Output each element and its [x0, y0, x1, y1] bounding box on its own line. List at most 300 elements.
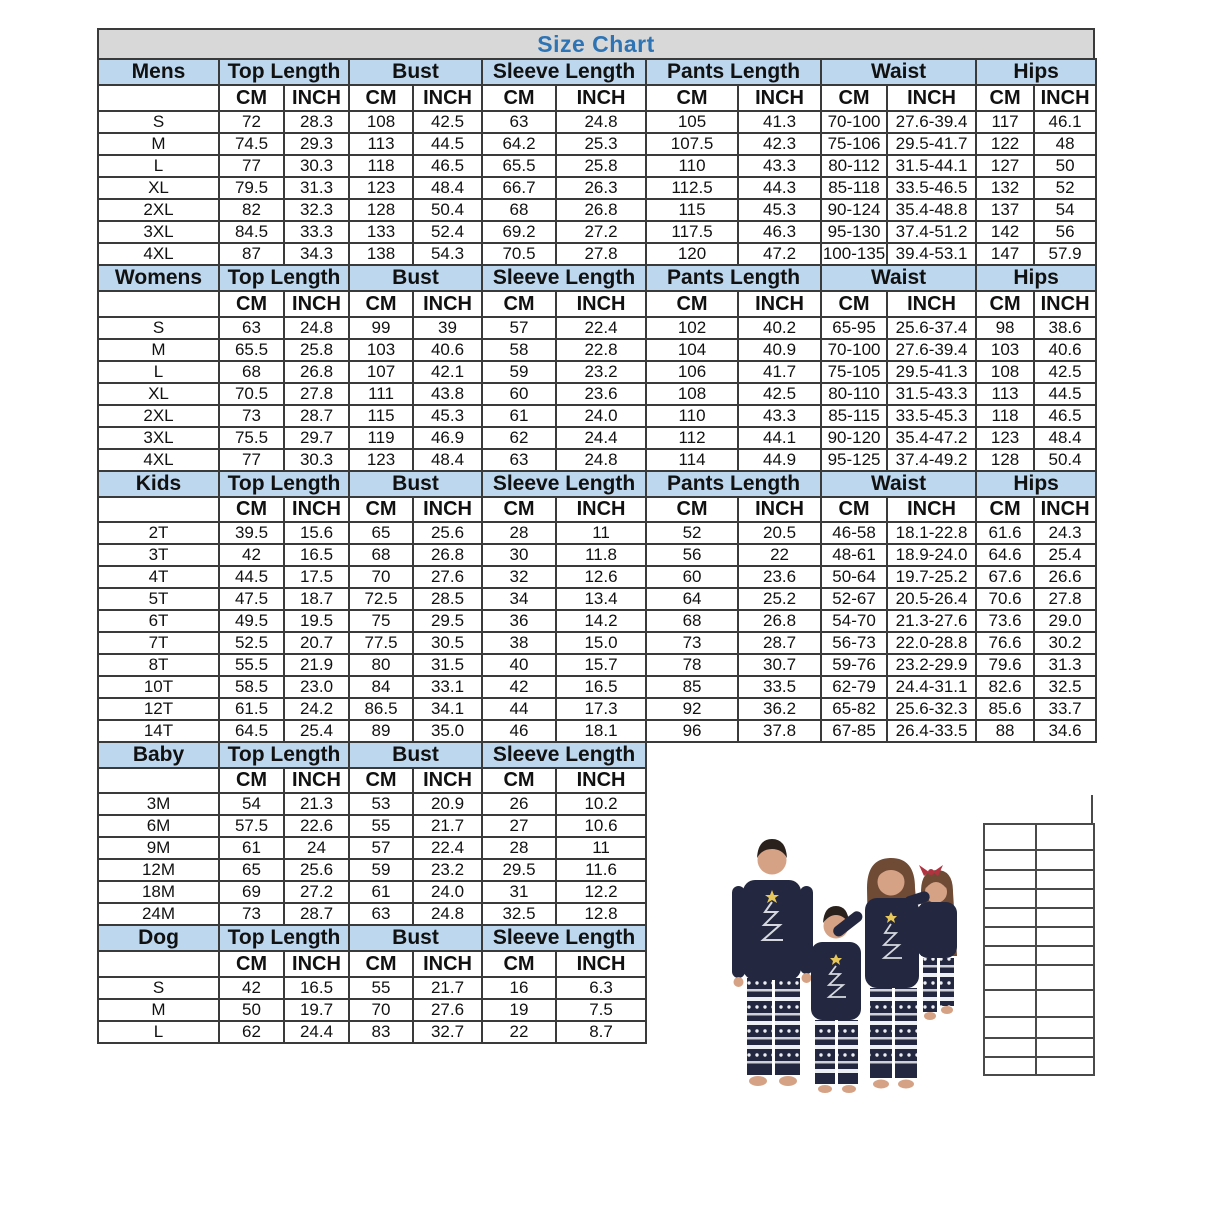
size-label-cell: 3T	[98, 544, 219, 566]
value-cell: 103	[976, 339, 1034, 361]
value-cell: 29.0	[1034, 610, 1096, 632]
size-label-cell: L	[98, 361, 219, 383]
unit-header-cell: INCH	[413, 497, 482, 522]
unit-header-cell: INCH	[556, 768, 646, 793]
dad-figure	[732, 839, 813, 1086]
value-cell: 112.5	[646, 177, 738, 199]
value-cell: 11	[556, 522, 646, 544]
size-label-cell: XL	[98, 177, 219, 199]
measure-header-cell: Pants Length	[646, 265, 821, 291]
unit-header-cell: INCH	[556, 291, 646, 317]
unit-header-cell: CM	[646, 291, 738, 317]
size-row	[98, 544, 1096, 566]
value-cell: 30.5	[413, 632, 482, 654]
value-cell: 80-112	[821, 155, 887, 177]
value-cell: 35.4-47.2	[887, 427, 976, 449]
value-cell: 123	[349, 449, 413, 471]
empty-cell	[1036, 1038, 1094, 1057]
value-cell: 52.5	[219, 632, 284, 654]
unit-spacer-cell	[98, 291, 219, 317]
value-cell: 44.5	[219, 566, 284, 588]
value-cell: 22.4	[413, 837, 482, 859]
value-cell: 52-67	[821, 588, 887, 610]
unit-header-cell: INCH	[1034, 291, 1096, 317]
value-cell: 40.9	[738, 339, 821, 361]
value-cell: 24.0	[413, 881, 482, 903]
value-cell: 68	[349, 544, 413, 566]
value-cell: 65-82	[821, 698, 887, 720]
value-cell: 42.5	[413, 111, 482, 133]
unit-spacer-cell	[98, 497, 219, 522]
size-label-cell: 7T	[98, 632, 219, 654]
value-cell: 28.7	[284, 903, 349, 925]
value-cell: 29.7	[284, 427, 349, 449]
value-cell: 25.3	[556, 133, 646, 155]
size-label-cell: 14T	[98, 720, 219, 742]
value-cell: 107.5	[646, 133, 738, 155]
value-cell: 59-76	[821, 654, 887, 676]
value-cell: 25.6-37.4	[887, 317, 976, 339]
value-cell: 36.2	[738, 698, 821, 720]
value-cell: 25.6	[413, 522, 482, 544]
empty-cell	[984, 1038, 1036, 1057]
value-cell: 43.3	[738, 155, 821, 177]
value-cell: 114	[646, 449, 738, 471]
value-cell: 63	[482, 449, 556, 471]
value-cell: 21.7	[413, 977, 482, 999]
unit-header-cell: CM	[821, 85, 887, 111]
size-row	[98, 837, 646, 859]
value-cell: 112	[646, 427, 738, 449]
size-label-cell: 6T	[98, 610, 219, 632]
value-cell: 122	[976, 133, 1034, 155]
value-cell: 147	[976, 243, 1034, 265]
value-cell: 48.4	[1034, 427, 1096, 449]
size-row	[98, 111, 1096, 133]
measure-header-cell: Pants Length	[646, 471, 821, 497]
value-cell: 77	[219, 449, 284, 471]
size-row	[98, 317, 1096, 339]
measure-header-cell: Pants Length	[646, 59, 821, 85]
value-cell: 27.8	[1034, 588, 1096, 610]
value-cell: 28	[482, 837, 556, 859]
unit-header-cell: INCH	[284, 497, 349, 522]
value-cell: 44.5	[413, 133, 482, 155]
value-cell: 48.4	[413, 449, 482, 471]
value-cell: 27.6-39.4	[887, 111, 976, 133]
unit-spacer-cell	[98, 85, 219, 111]
value-cell: 20.5	[738, 522, 821, 544]
unit-header-cell: INCH	[413, 291, 482, 317]
value-cell: 108	[349, 111, 413, 133]
unit-header-cell: CM	[349, 768, 413, 793]
value-cell: 19.5	[284, 610, 349, 632]
value-cell: 43.8	[413, 383, 482, 405]
value-cell: 137	[976, 199, 1034, 221]
value-cell: 85-118	[821, 177, 887, 199]
size-label-cell: XL	[98, 383, 219, 405]
value-cell: 50	[219, 999, 284, 1021]
size-label-cell: M	[98, 339, 219, 361]
value-cell: 66.7	[482, 177, 556, 199]
value-cell: 12.2	[556, 881, 646, 903]
value-cell: 19	[482, 999, 556, 1021]
baby-size-table	[97, 741, 647, 926]
measure-header-cell: Top Length	[219, 265, 349, 291]
unit-header-cell: CM	[976, 291, 1034, 317]
value-cell: 24.4-31.1	[887, 676, 976, 698]
value-cell: 15.6	[284, 522, 349, 544]
measure-header-cell: Hips	[976, 471, 1096, 497]
value-cell: 69	[219, 881, 284, 903]
value-cell: 20.9	[413, 793, 482, 815]
unit-header-cell: CM	[976, 497, 1034, 522]
value-cell: 18.1	[556, 720, 646, 742]
value-cell: 90-120	[821, 427, 887, 449]
value-cell: 38	[482, 632, 556, 654]
value-cell: 75	[349, 610, 413, 632]
size-row	[98, 361, 1096, 383]
value-cell: 63	[219, 317, 284, 339]
empty-cell	[1036, 965, 1094, 990]
value-cell: 24.8	[556, 449, 646, 471]
value-cell: 96	[646, 720, 738, 742]
value-cell: 44	[482, 698, 556, 720]
value-cell: 27.2	[284, 881, 349, 903]
size-label-cell: 9M	[98, 837, 219, 859]
value-cell: 25.2	[738, 588, 821, 610]
empty-cell	[1036, 850, 1094, 870]
value-cell: 19.7	[284, 999, 349, 1021]
value-cell: 29.5-41.3	[887, 361, 976, 383]
value-cell: 24.4	[556, 427, 646, 449]
measure-header-cell: Waist	[821, 59, 976, 85]
value-cell: 24.4	[284, 1021, 349, 1043]
value-cell: 70.5	[482, 243, 556, 265]
value-cell: 34.6	[1034, 720, 1096, 742]
value-cell: 34.3	[284, 243, 349, 265]
value-cell: 32	[482, 566, 556, 588]
unit-header-cell: CM	[976, 85, 1034, 111]
value-cell: 16.5	[284, 977, 349, 999]
measure-header-cell: Bust	[349, 59, 482, 85]
value-cell: 111	[349, 383, 413, 405]
value-cell: 12.6	[556, 566, 646, 588]
value-cell: 106	[646, 361, 738, 383]
size-row	[98, 405, 1096, 427]
value-cell: 61.6	[976, 522, 1034, 544]
measure-header-cell: Sleeve Length	[482, 265, 646, 291]
value-cell: 113	[976, 383, 1034, 405]
value-cell: 42.3	[738, 133, 821, 155]
size-row	[98, 522, 1096, 544]
value-cell: 39.4-53.1	[887, 243, 976, 265]
measure-header-cell: Sleeve Length	[482, 925, 646, 951]
value-cell: 62-79	[821, 676, 887, 698]
value-cell: 21.3-27.6	[887, 610, 976, 632]
value-cell: 40.6	[1034, 339, 1096, 361]
measure-header-cell: Sleeve Length	[482, 742, 646, 768]
value-cell: 117	[976, 111, 1034, 133]
size-label-cell: 10T	[98, 676, 219, 698]
value-cell: 18.1-22.8	[887, 522, 976, 544]
value-cell: 33.5	[738, 676, 821, 698]
size-row	[98, 133, 1096, 155]
value-cell: 69.2	[482, 221, 556, 243]
value-cell: 56-73	[821, 632, 887, 654]
value-cell: 29.5	[413, 610, 482, 632]
value-cell: 50.4	[1034, 449, 1096, 471]
unit-header-cell: CM	[219, 768, 284, 793]
size-label-cell: 3M	[98, 793, 219, 815]
size-label-cell: L	[98, 1021, 219, 1043]
value-cell: 17.5	[284, 566, 349, 588]
value-cell: 55	[349, 977, 413, 999]
value-cell: 64.5	[219, 720, 284, 742]
size-row	[98, 859, 646, 881]
unit-spacer-cell	[98, 768, 219, 793]
unit-header-cell: INCH	[284, 951, 349, 977]
size-label-cell: 5T	[98, 588, 219, 610]
value-cell: 95-130	[821, 221, 887, 243]
value-cell: 55.5	[219, 654, 284, 676]
unit-header-cell: CM	[349, 85, 413, 111]
value-cell: 128	[976, 449, 1034, 471]
size-label-cell: 3XL	[98, 427, 219, 449]
measure-header-cell: Bust	[349, 925, 482, 951]
value-cell: 33.3	[284, 221, 349, 243]
section-name-cell: Baby	[98, 742, 219, 768]
measure-header-cell: Sleeve Length	[482, 59, 646, 85]
measure-header-cell: Hips	[976, 265, 1096, 291]
value-cell: 31.3	[1034, 654, 1096, 676]
unit-header-cell: INCH	[738, 291, 821, 317]
value-cell: 67.6	[976, 566, 1034, 588]
value-cell: 41.7	[738, 361, 821, 383]
value-cell: 46-58	[821, 522, 887, 544]
size-label-cell: 2XL	[98, 405, 219, 427]
unit-header-cell: CM	[219, 951, 284, 977]
size-row	[98, 588, 1096, 610]
value-cell: 59	[349, 859, 413, 881]
value-cell: 59	[482, 361, 556, 383]
unit-header-cell: INCH	[887, 497, 976, 522]
empty-cell	[984, 1017, 1036, 1038]
value-cell: 73.6	[976, 610, 1034, 632]
value-cell: 24.8	[284, 317, 349, 339]
size-row	[98, 999, 646, 1021]
value-cell: 24.8	[556, 111, 646, 133]
empty-cell	[1036, 824, 1094, 850]
unit-header-cell: INCH	[1034, 497, 1096, 522]
value-cell: 62	[219, 1021, 284, 1043]
value-cell: 73	[219, 903, 284, 925]
value-cell: 65.5	[219, 339, 284, 361]
value-cell: 46.5	[413, 155, 482, 177]
size-row	[98, 654, 1096, 676]
family-pajamas-photo	[705, 826, 977, 1120]
value-cell: 32.5	[482, 903, 556, 925]
value-cell: 128	[349, 199, 413, 221]
unit-header-cell: INCH	[413, 951, 482, 977]
size-row	[98, 177, 1096, 199]
value-cell: 30.2	[1034, 632, 1096, 654]
value-cell: 23.0	[284, 676, 349, 698]
value-cell: 10.2	[556, 793, 646, 815]
value-cell: 27.8	[556, 243, 646, 265]
value-cell: 38.6	[1034, 317, 1096, 339]
unit-header-cell: INCH	[284, 85, 349, 111]
value-cell: 22.0-28.8	[887, 632, 976, 654]
value-cell: 45.3	[738, 199, 821, 221]
empty-cell	[984, 990, 1036, 1017]
value-cell: 22.8	[556, 339, 646, 361]
value-cell: 46.1	[1034, 111, 1096, 133]
measure-header-cell: Bust	[349, 742, 482, 768]
value-cell: 110	[646, 155, 738, 177]
value-cell: 12.8	[556, 903, 646, 925]
size-row	[98, 339, 1096, 361]
size-row	[98, 383, 1096, 405]
value-cell: 46.9	[413, 427, 482, 449]
unit-header-cell: CM	[646, 85, 738, 111]
value-cell: 21.7	[413, 815, 482, 837]
unit-header-cell: CM	[349, 497, 413, 522]
value-cell: 58.5	[219, 676, 284, 698]
value-cell: 29.5	[482, 859, 556, 881]
unit-header-cell: CM	[219, 85, 284, 111]
unit-header-cell: CM	[482, 768, 556, 793]
value-cell: 118	[349, 155, 413, 177]
size-row	[98, 903, 646, 925]
unit-header-cell: INCH	[738, 497, 821, 522]
value-cell: 18.9-24.0	[887, 544, 976, 566]
empty-cell	[1036, 946, 1094, 965]
value-cell: 21.9	[284, 654, 349, 676]
size-label-cell: M	[98, 999, 219, 1021]
size-row	[98, 199, 1096, 221]
value-cell: 77	[219, 155, 284, 177]
value-cell: 76.6	[976, 632, 1034, 654]
value-cell: 27.8	[284, 383, 349, 405]
value-cell: 11.8	[556, 544, 646, 566]
value-cell: 82.6	[976, 676, 1034, 698]
size-label-cell: 24M	[98, 903, 219, 925]
value-cell: 26.6	[1034, 566, 1096, 588]
value-cell: 50	[1034, 155, 1096, 177]
size-row	[98, 449, 1096, 471]
value-cell: 57.5	[219, 815, 284, 837]
empty-cell	[1036, 889, 1094, 908]
value-cell: 25.4	[1034, 544, 1096, 566]
value-cell: 28.7	[738, 632, 821, 654]
size-chart-wrap	[97, 28, 1095, 1044]
value-cell: 24.0	[556, 405, 646, 427]
value-cell: 27.2	[556, 221, 646, 243]
value-cell: 40	[482, 654, 556, 676]
value-cell: 16	[482, 977, 556, 999]
size-label-cell: M	[98, 133, 219, 155]
value-cell: 28	[482, 522, 556, 544]
value-cell: 16.5	[556, 676, 646, 698]
value-cell: 70	[349, 566, 413, 588]
value-cell: 54-70	[821, 610, 887, 632]
value-cell: 28.3	[284, 111, 349, 133]
unit-header-cell: CM	[219, 291, 284, 317]
value-cell: 27.6	[413, 999, 482, 1021]
value-cell: 113	[349, 133, 413, 155]
measure-header-cell: Bust	[349, 265, 482, 291]
size-row	[98, 698, 1096, 720]
value-cell: 29.3	[284, 133, 349, 155]
unit-header-cell: INCH	[1034, 85, 1096, 111]
measure-header-cell: Top Length	[219, 59, 349, 85]
value-cell: 80	[349, 654, 413, 676]
value-cell: 118	[976, 405, 1034, 427]
value-cell: 6.3	[556, 977, 646, 999]
empty-cell	[1036, 927, 1094, 946]
value-cell: 10.6	[556, 815, 646, 837]
size-label-cell: 2XL	[98, 199, 219, 221]
value-cell: 70.6	[976, 588, 1034, 610]
value-cell: 22	[482, 1021, 556, 1043]
value-cell: 86.5	[349, 698, 413, 720]
unit-header-cell: CM	[821, 497, 887, 522]
value-cell: 102	[646, 317, 738, 339]
value-cell: 63	[349, 903, 413, 925]
value-cell: 73	[646, 632, 738, 654]
size-label-cell: 18M	[98, 881, 219, 903]
value-cell: 75-105	[821, 361, 887, 383]
value-cell: 72	[219, 111, 284, 133]
value-cell: 30	[482, 544, 556, 566]
value-cell: 45.3	[413, 405, 482, 427]
value-cell: 120	[646, 243, 738, 265]
value-cell: 132	[976, 177, 1034, 199]
value-cell: 50.4	[413, 199, 482, 221]
value-cell: 26	[482, 793, 556, 815]
value-cell: 39.5	[219, 522, 284, 544]
value-cell: 57.9	[1034, 243, 1096, 265]
value-cell: 115	[349, 405, 413, 427]
empty-cell	[984, 1057, 1036, 1075]
value-cell: 15.7	[556, 654, 646, 676]
value-cell: 72.5	[349, 588, 413, 610]
unit-header-cell: INCH	[887, 85, 976, 111]
value-cell: 54	[1034, 199, 1096, 221]
value-cell: 75-106	[821, 133, 887, 155]
value-cell: 31.3	[284, 177, 349, 199]
value-cell: 26.8	[738, 610, 821, 632]
value-cell: 25.8	[284, 339, 349, 361]
value-cell: 27	[482, 815, 556, 837]
value-cell: 41.3	[738, 111, 821, 133]
value-cell: 42	[219, 544, 284, 566]
value-cell: 53	[349, 793, 413, 815]
section-name-cell: Womens	[98, 265, 219, 291]
value-cell: 44.9	[738, 449, 821, 471]
value-cell: 11.6	[556, 859, 646, 881]
size-label-cell: 4XL	[98, 449, 219, 471]
value-cell: 50-64	[821, 566, 887, 588]
value-cell: 26.3	[556, 177, 646, 199]
value-cell: 54	[219, 793, 284, 815]
value-cell: 60	[482, 383, 556, 405]
value-cell: 43.3	[738, 405, 821, 427]
value-cell: 25.4	[284, 720, 349, 742]
value-cell: 57	[482, 317, 556, 339]
value-cell: 47.5	[219, 588, 284, 610]
